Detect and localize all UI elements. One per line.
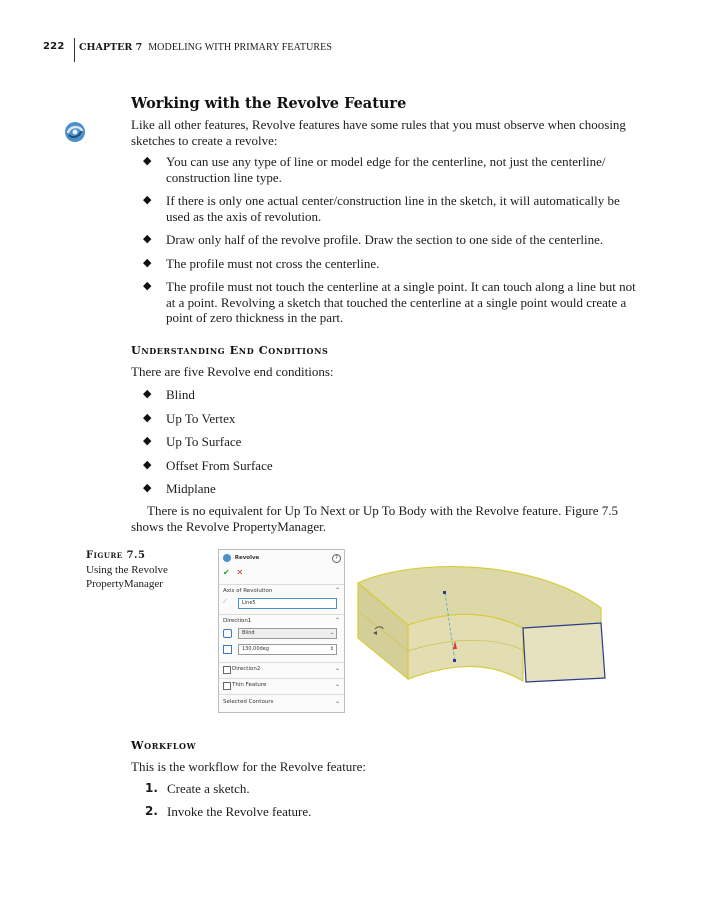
end-condition-item: Blind	[166, 387, 195, 402]
reverse-direction-icon[interactable]	[223, 629, 232, 638]
end-conditions-list	[140, 387, 660, 497]
thin-feature-label: Thin Feature	[232, 682, 267, 688]
figure-caption	[86, 549, 196, 591]
section-heading-revolve: Working with the Revolve Feature	[131, 95, 407, 112]
bullet-diamond-icon: ◆	[143, 155, 152, 167]
list-item	[140, 279, 660, 326]
sketch-profile	[523, 623, 605, 682]
pm-divider	[219, 694, 344, 695]
list-item	[140, 411, 660, 427]
chevron-down-icon[interactable]: ⌄	[334, 665, 340, 672]
caption-line: PropertyManager	[86, 578, 163, 590]
section-heading-workflow: Workflow	[131, 738, 197, 752]
bullet-diamond-icon: ◆	[143, 256, 152, 269]
figure-reference-paragraph	[131, 503, 661, 535]
selected-contours-label: Selected Contours	[223, 699, 274, 705]
bullet-diamond-icon: ◆	[143, 411, 152, 424]
intro-paragraph	[131, 117, 661, 149]
chapter-title: MODELING WITH PRIMARY FEATURES	[148, 42, 333, 53]
paragraph-line: shows the Revolve PropertyManager.	[131, 519, 326, 534]
bullet-line: at a point. Revolving a sketch that touched the centerline at a single point would create a	[166, 294, 627, 310]
pm-divider	[219, 678, 344, 679]
bullet-line: You can use any type of line or model edge for the centerline, not just the centerline/	[166, 154, 606, 169]
angle-icon	[223, 645, 232, 654]
bullet-line: construction line type.	[166, 169, 282, 185]
axis-line-icon: ⟋	[223, 599, 227, 605]
end-condition-item: Up To Vertex	[166, 410, 236, 426]
end-condition-item: Up To Surface	[166, 434, 242, 449]
cancel-button[interactable]: ✕	[236, 568, 244, 577]
end-condition-select[interactable]	[238, 628, 337, 639]
bullet-diamond-icon: ◆	[143, 482, 152, 494]
intro-line: sketches to create a revolve:	[131, 133, 278, 148]
chevron-down-icon[interactable]: ⌄	[334, 681, 340, 688]
end-condition-value: Blind	[242, 630, 255, 636]
header-divider	[74, 38, 75, 62]
figure-label: Figure 7.5	[86, 550, 146, 561]
list-item	[140, 434, 660, 450]
page-number: 222	[43, 41, 65, 52]
angle-value: 130.00deg	[242, 646, 269, 652]
axis-group-heading[interactable]: Axis of Revolution	[223, 588, 273, 594]
chevron-down-icon[interactable]: ⌄	[334, 698, 340, 705]
list-item	[145, 781, 311, 797]
thin-feature-checkbox[interactable]	[223, 682, 231, 690]
bullet-diamond-icon: ◆	[143, 194, 152, 206]
list-item	[140, 154, 660, 185]
bullet-line: If there is only one actual center/construction line in the sketch, it will automatically be	[166, 193, 620, 208]
section-heading-end-conditions: Understanding End Conditions	[131, 343, 329, 357]
pm-divider	[219, 614, 344, 615]
bullet-diamond-icon: ◆	[143, 435, 152, 447]
pm-action-buttons	[223, 568, 243, 577]
direction1-heading[interactable]: Direction1	[223, 618, 252, 624]
list-item	[140, 232, 660, 248]
pm-divider	[219, 584, 344, 585]
workflow-steps	[145, 781, 311, 820]
list-item	[140, 387, 660, 403]
bullet-line: The profile must not cross the centerline.	[166, 255, 380, 271]
bullet-diamond-icon: ◆	[143, 280, 152, 292]
rules-list	[140, 154, 660, 326]
revolve-swirl-icon	[63, 120, 87, 144]
spinner-icon[interactable]: ⇕	[329, 646, 334, 652]
bullet-line: The profile must not touch the centerline at a single point. It can touch along a line but not	[166, 279, 636, 294]
bullet-diamond-icon: ◆	[143, 388, 152, 400]
step-text: Create a sketch.	[167, 781, 250, 796]
direction2-checkbox[interactable]	[223, 666, 231, 674]
list-item	[145, 804, 311, 820]
revolve-preview-graphic	[353, 553, 611, 687]
pm-title-bar	[223, 554, 341, 564]
pm-divider	[219, 662, 344, 663]
bullet-line: used as the axis of revolution.	[166, 208, 322, 224]
model-inner-face	[408, 614, 523, 681]
running-header	[79, 42, 332, 53]
workflow-intro: This is the workflow for the Revolve feature:	[131, 759, 367, 774]
revolve-propertymanager	[218, 549, 345, 713]
bullet-line: Draw only half of the revolve profile. Draw the section to one side of the centerline.	[166, 232, 604, 247]
list-item	[140, 481, 660, 497]
end-condition-item: Midplane	[166, 481, 216, 496]
revolve-icon	[223, 554, 231, 562]
pm-title: Revolve	[234, 555, 260, 561]
chevron-up-icon[interactable]: ⌃	[334, 587, 340, 594]
end-condition-item: Offset From Surface	[166, 457, 273, 473]
chevron-up-icon[interactable]: ⌃	[334, 617, 340, 624]
axis-input[interactable]: Line5	[238, 598, 337, 609]
chevron-down-icon: ⌄	[329, 630, 334, 636]
chapter-label: CHAPTER 7	[79, 42, 143, 53]
step-number: 1.	[145, 781, 158, 795]
bullet-diamond-icon: ◆	[143, 458, 152, 471]
bullet-line: point of zero thickness in the part.	[166, 310, 344, 325]
end-conditions-intro: There are five Revolve end conditions:	[131, 364, 334, 379]
intro-line: Like all other features, Revolve features have some rules that you must observe when choosing	[131, 117, 626, 132]
list-item	[140, 458, 660, 474]
caption-line: Using the Revolve	[86, 564, 168, 576]
ok-button[interactable]: ✔	[223, 568, 230, 577]
list-item	[140, 256, 660, 272]
paragraph-line: There is no equivalent for Up To Next or Up To Body with the Revolve feature. Figure 7.5	[147, 503, 619, 518]
bullet-diamond-icon: ◆	[143, 233, 152, 245]
angle-input[interactable]	[238, 644, 337, 655]
step-text: Invoke the Revolve feature.	[167, 804, 312, 819]
list-item	[140, 193, 660, 224]
step-number: 2.	[145, 804, 158, 818]
help-button[interactable]: ?	[332, 554, 341, 563]
direction2-label: Direction2	[232, 666, 261, 672]
